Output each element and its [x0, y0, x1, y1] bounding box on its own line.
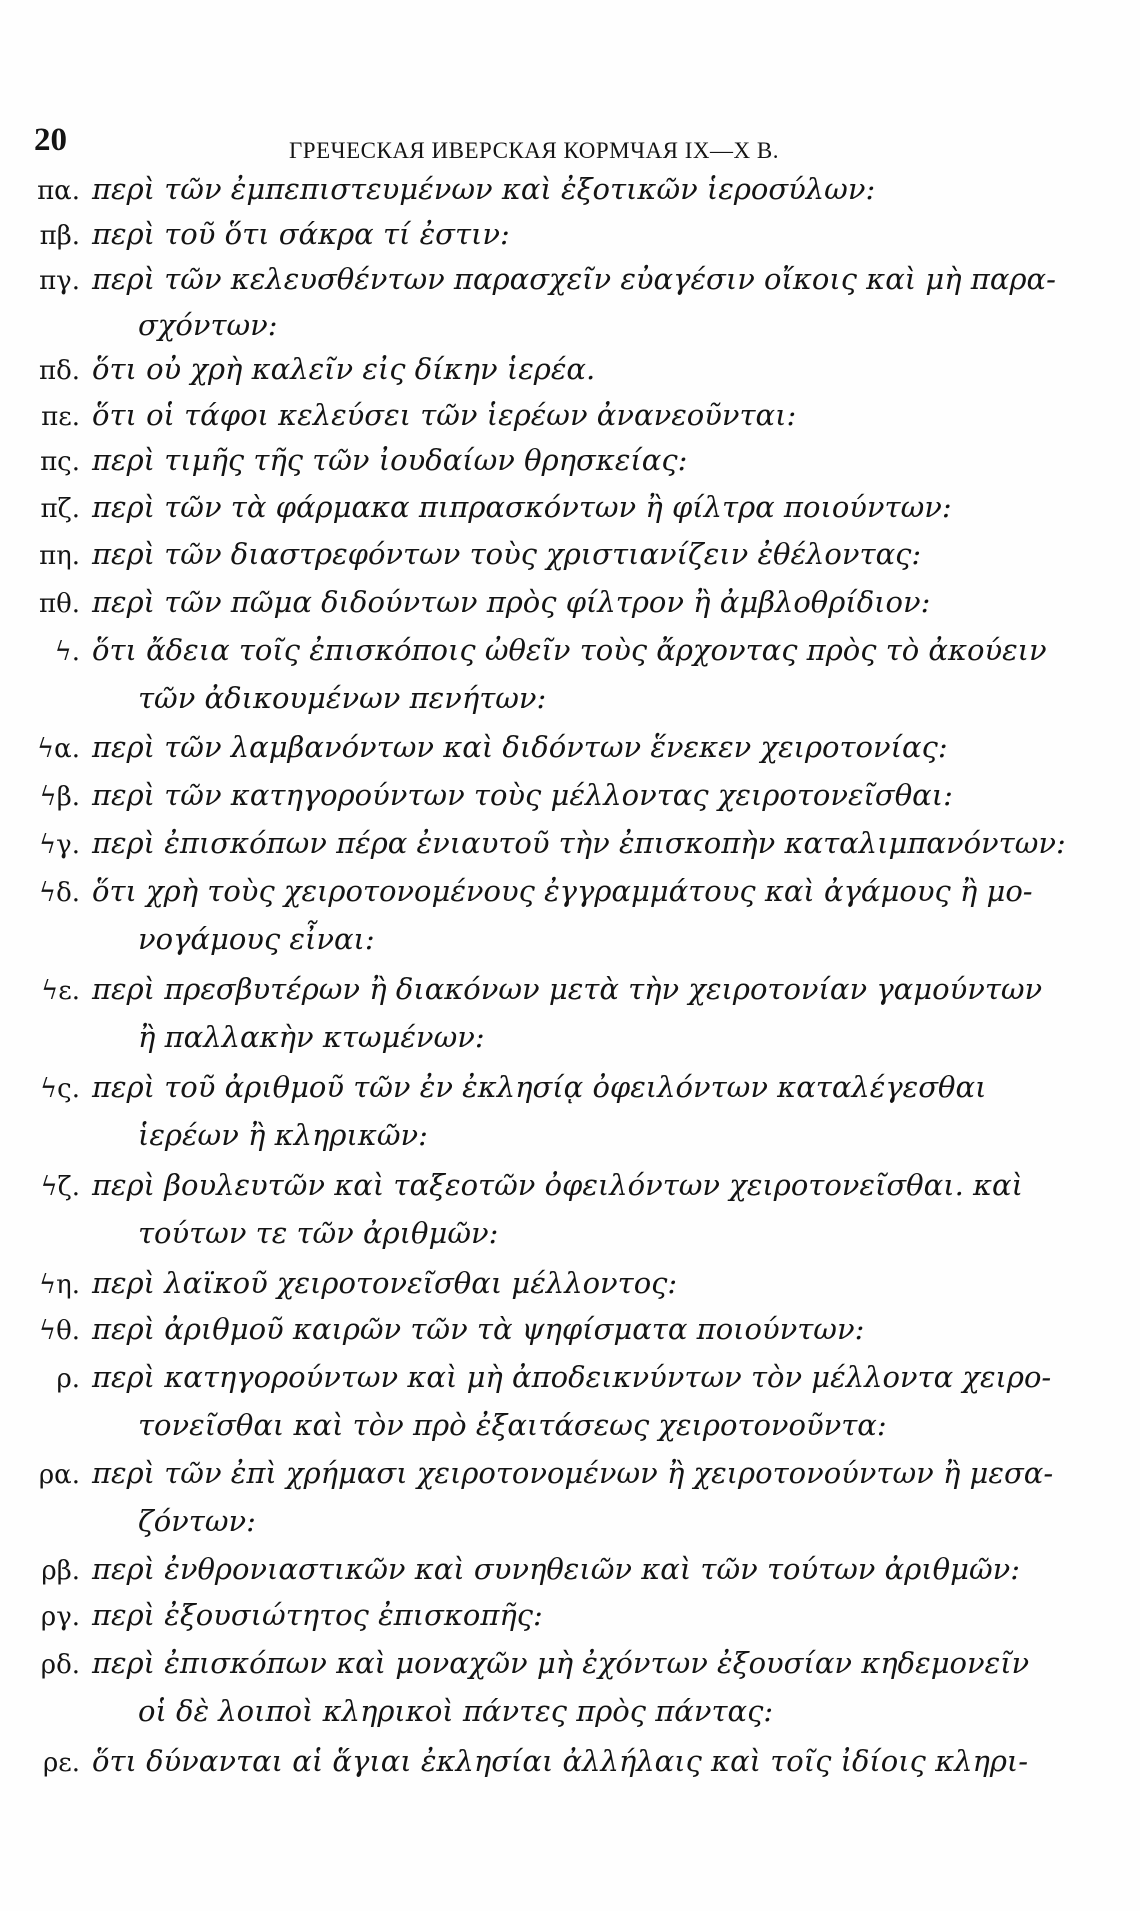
entry-number: ϟβ.	[39, 782, 80, 812]
entry-number: ργ.	[40, 1602, 80, 1632]
entry-number: ϟδ.	[38, 878, 80, 908]
entry-text: περὶ τῶν ἐπὶ χρήμασι χειροτονομένων ἢ χειροτονούντων ἢ μεσα-	[92, 1456, 1054, 1490]
entry-text: ὅτι οἱ τάφοι κελεύσει τῶν ἱερέων ἀνανεοῦνται:	[92, 398, 797, 432]
entry-number: πδ.	[38, 356, 80, 386]
entry-number: ρε.	[42, 1748, 80, 1778]
entry-text: περὶ ἐπισκόπων καὶ μοναχῶν μὴ ἐχόντων ἐξουσίαν κηδεμονεῖν	[92, 1646, 1030, 1680]
entry-text: περὶ βουλευτῶν καὶ ταξεοτῶν ὀφειλόντων χειροτονεῖσθαι. καὶ	[92, 1168, 1023, 1202]
entry-number: πα.	[37, 176, 80, 206]
entry-text: περὶ τῶν τὰ φάρμακα πιπρασκόντων ἢ φίλτρα ποιούντων:	[92, 490, 952, 524]
entry-text-continuation: ἢ παλλακὴν κτωμένων:	[138, 1020, 485, 1054]
entry-text: περὶ τῶν ἐμπεπιστευμένων καὶ ἐξοτικῶν ἱεροσύλων:	[92, 172, 876, 206]
entry-text: περὶ τῶν διαστρεφόντων τοὺς χριστιανίζειν ἐθέλοντας:	[92, 537, 922, 571]
entry-number: ϟε.	[41, 976, 80, 1006]
entry-number: ϟγ.	[39, 830, 80, 860]
entry-text: περὶ τοῦ ἀριθμοῦ τῶν ἐν ἐκλησίᾳ ὀφειλόντων καταλέγεσθαι	[92, 1070, 987, 1104]
entry-text: περὶ πρεσβυτέρων ἢ διακόνων μετὰ τὴν χειροτονίαν γαμούντων	[92, 972, 1043, 1006]
entry-number: ρδ.	[40, 1650, 80, 1680]
entry-text: ὅτι οὐ χρὴ καλεῖν εἰς δίκην ἱερέα.	[92, 352, 596, 386]
entry-text-continuation: τούτων τε τῶν ἀριθμῶν:	[138, 1216, 499, 1250]
entry-text: ὅτι χρὴ τοὺς χειροτονομένους ἐγγραμμάτους καὶ ἀγάμους ἢ μο-	[92, 874, 1033, 908]
entry-number: ϟθ.	[38, 1316, 80, 1346]
entry-number: πζ.	[40, 494, 80, 524]
entry-number: πη.	[39, 541, 80, 571]
entry-text: περὶ τῶν κατηγορούντων τοὺς μέλλοντας χειροτονεῖσθαι:	[92, 778, 953, 812]
entry-number: ρ.	[56, 1364, 80, 1394]
entry-text: ὅτι ἄδεια τοῖς ἐπισκόποις ὠθεῖν τοὺς ἄρχοντας πρὸς τὸ ἀκούειν	[92, 633, 1047, 667]
entry-text-continuation: τῶν ἀδικουμένων πενήτων:	[138, 681, 547, 715]
entry-text: περὶ ἐξουσιώτητος ἐπισκοπῆς:	[92, 1598, 543, 1632]
entry-text-continuation: ἱερέων ἢ κληρικῶν:	[138, 1118, 428, 1152]
entry-text: περὶ τοῦ ὅτι σάκρα τί ἐστιν:	[92, 217, 510, 251]
entry-text-continuation: οἱ δὲ λοιποὶ κληρικοὶ πάντες πρὸς πάντας:	[138, 1694, 774, 1728]
entry-text: περὶ κατηγορούντων καὶ μὴ ἀποδεικνύντων τὸν μέλλοντα χειρο-	[92, 1360, 1052, 1394]
entry-number: πε.	[41, 402, 80, 432]
entry-number: πγ.	[39, 266, 80, 296]
entry-text-continuation: νογάμους εἶναι:	[138, 922, 375, 956]
entry-number: ϟζ.	[40, 1172, 80, 1202]
entry-text-continuation: σχόντων:	[138, 308, 278, 342]
entry-text: ὅτι δύνανται αἱ ἅγιαι ἐκλησίαι ἀλλήλαις καὶ τοῖς ἰδίοις κληρι-	[92, 1744, 1029, 1778]
entry-text: περὶ τῶν λαμβανόντων καὶ διδόντων ἕνεκεν χειροτονίας:	[92, 730, 948, 764]
entry-text: περὶ λαϊκοῦ χειροτονεῖσθαι μέλλοντος:	[92, 1266, 678, 1300]
entry-number: ϟ.	[54, 637, 80, 667]
entry-text: περὶ τιμῆς τῆς τῶν ἰουδαίων θρησκείας:	[92, 443, 688, 477]
entry-text: περὶ ἀριθμοῦ καιρῶν τῶν τὰ ψηφίσματα ποιούντων:	[92, 1312, 865, 1346]
entry-number: πθ.	[38, 589, 80, 619]
entry-text: περὶ ἐνθρονιαστικῶν καὶ συνηθειῶν καὶ τῶν τούτων ἀριθμῶν:	[92, 1552, 1020, 1586]
entry-text-continuation: ζόντων:	[138, 1504, 256, 1538]
entry-number: ϟη.	[39, 1270, 80, 1300]
entry-number: πβ.	[39, 221, 80, 251]
entry-text: περὶ τῶν κελευσθέντων παρασχεῖν εὐαγέσιν οἴκοις καὶ μὴ παρα-	[92, 262, 1056, 296]
entry-number: πς.	[40, 447, 80, 477]
entry-number: ρα.	[38, 1460, 80, 1490]
entry-number: ρβ.	[41, 1556, 80, 1586]
page-number: 20	[34, 122, 67, 158]
entry-number: ϟα.	[37, 734, 80, 764]
running-title: ГРЕЧЕСКАЯ ИВЕРСКАЯ КОРМЧАЯ IX—X В.	[289, 138, 779, 163]
entry-text: περὶ τῶν πῶμα διδούντων πρὸς φίλτρον ἢ ἀμβλοθρίδιον:	[92, 585, 931, 619]
entry-text-continuation: τονεῖσθαι καὶ τὸν πρὸ ἐξαιτάσεως χειροτονοῦντα:	[138, 1408, 887, 1442]
entry-text: περὶ ἐπισκόπων πέρα ἐνιαυτοῦ τὴν ἐπισκοπὴν καταλιμπανόντων:	[92, 826, 1066, 860]
entry-number: ϟς.	[40, 1074, 80, 1104]
